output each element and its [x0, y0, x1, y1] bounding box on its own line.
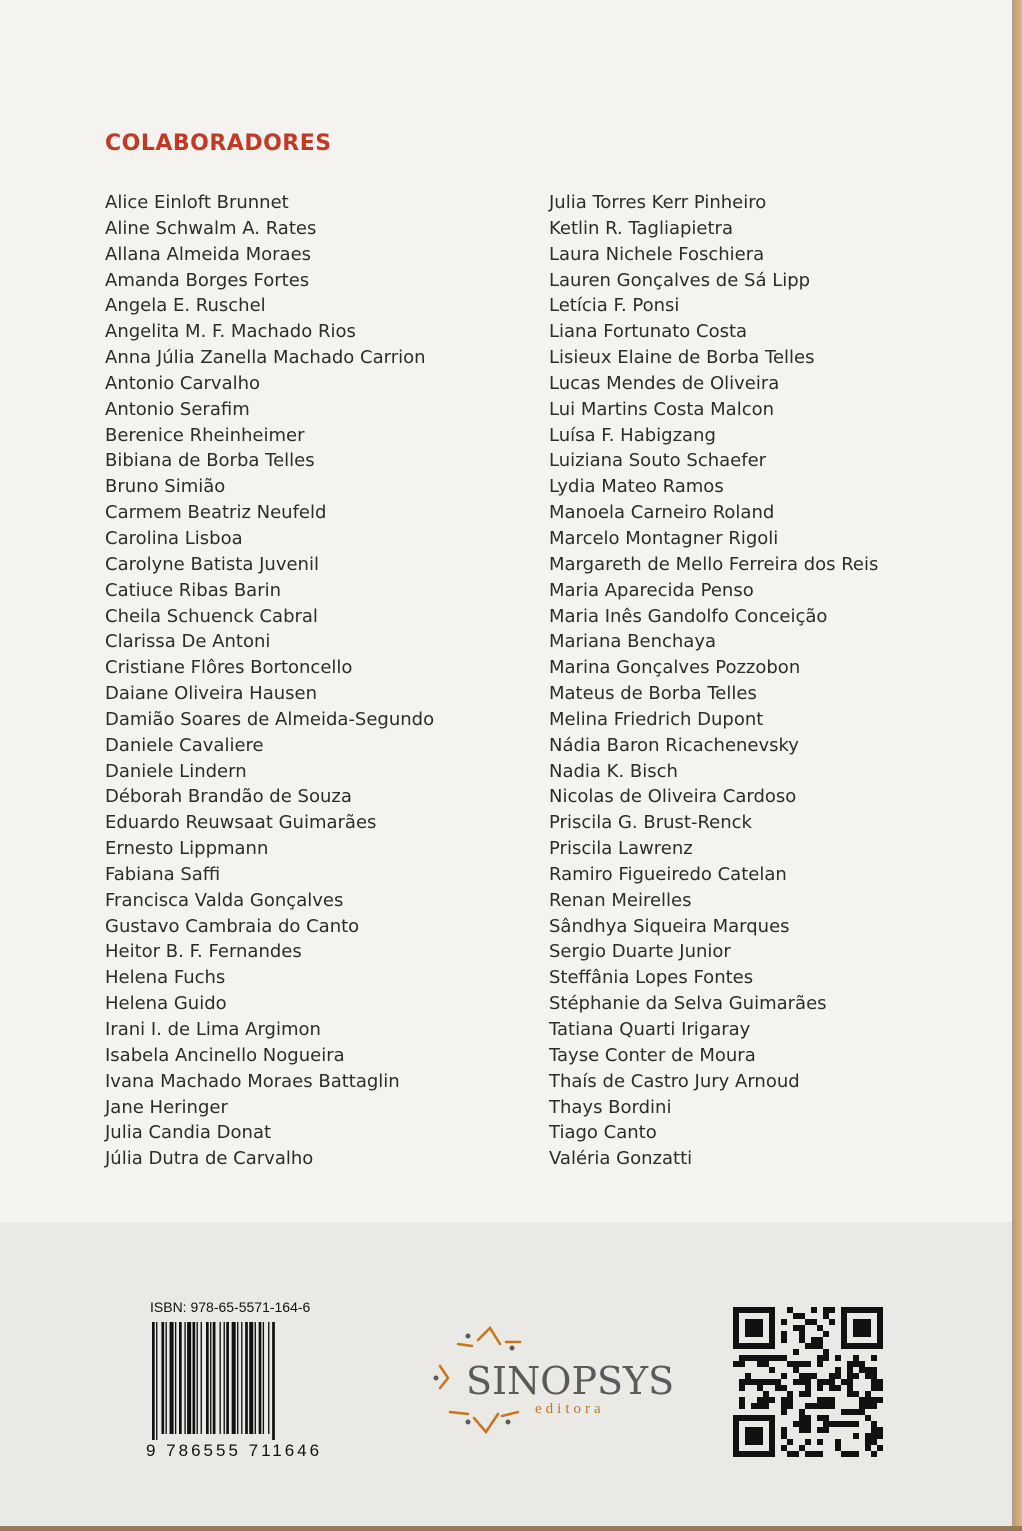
contributor-name: Irani I. de Lima Argimon: [105, 1019, 321, 1040]
contributor-name: Sergio Duarte Junior: [549, 941, 731, 963]
contributor-name: Lucas Mendes de Oliveira: [549, 372, 780, 394]
contributor-name: Bibiana de Borba Telles: [105, 450, 315, 472]
contributor-name: Angela E. Ruschel: [105, 295, 266, 317]
contributor-name: Tayse Conter de Moura: [549, 1044, 756, 1066]
contributor-name: Melina Friedrich Dupont: [549, 708, 764, 730]
contributor-name: Letícia F. Ponsi: [549, 295, 680, 317]
book-edge: [1012, 0, 1022, 1531]
contributor-name: Cheila Schuenck Cabral: [105, 605, 318, 627]
contributor-name: Jane Heringer: [105, 1096, 228, 1118]
contributor-name: Eduardo Reuwsaat Guimarães: [105, 812, 377, 834]
contributor-name: Allana Almeida Moraes: [105, 243, 312, 265]
contributor-name: Lauren Gonçalves de Sá Lipp: [549, 269, 811, 291]
contributor-name: Luísa F. Habigzang: [549, 424, 716, 446]
contributor-name: Catiuce Ribas Barin: [105, 579, 282, 601]
contributor-name: Manoela Carneiro Roland: [549, 502, 775, 524]
contributor-name: Ketlin R. Tagliapietra: [549, 217, 733, 239]
contributor-name: Mateus de Borba Telles: [549, 683, 757, 705]
contributor-name: Nadia K. Bisch: [549, 760, 678, 782]
barcode-digits: 9 786555 711646: [146, 1441, 323, 1460]
contributor-name: Carolina Lisboa: [105, 527, 243, 549]
contributor-name: Priscila G. Brust-Renck: [549, 812, 752, 834]
contributor-name: Helena Guido: [105, 993, 227, 1015]
contributor-name: Heitor B. F. Fernandes: [105, 941, 302, 963]
contributor-name: Lui Martins Costa Malcon: [549, 398, 775, 420]
contributor-name: Tatiana Quarti Irigaray: [549, 1019, 751, 1040]
contributor-name: Luiziana Souto Schaefer: [549, 450, 767, 472]
contributor-name: Marcelo Montagner Rigoli: [549, 527, 779, 549]
contributor-name: Damião Soares de Almeida-Segundo: [105, 708, 435, 730]
contributor-name: Angelita M. F. Machado Rios: [105, 321, 356, 343]
contributor-name: Helena Fuchs: [105, 967, 226, 989]
section-heading: COLABORADORES: [105, 131, 332, 156]
contributor-name: Isabela Ancinello Nogueira: [105, 1044, 345, 1066]
contributor-name: Lisieux Elaine de Borba Telles: [549, 347, 815, 369]
contributor-name: Nádia Baron Ricachenevsky: [549, 734, 799, 756]
contributors-list-left: [105, 190, 434, 1172]
contributor-name: Daiane Oliveira Hausen: [105, 683, 318, 705]
contributor-name: Margareth de Mello Ferreira dos Reis: [549, 553, 879, 575]
contributor-name: Anna Júlia Zanella Machado Carrion: [105, 347, 426, 369]
publisher-name: SINOPSYS: [466, 1359, 675, 1403]
contributor-name: Priscila Lawrenz: [549, 838, 693, 860]
contributor-name: Gustavo Cambraia do Canto: [105, 915, 360, 937]
contributor-name: Carolyne Batista Juvenil: [105, 553, 319, 575]
book-bottom-edge: [0, 1526, 1022, 1531]
contributor-name: Julia Torres Kerr Pinheiro: [549, 192, 767, 213]
contributor-name: Tiago Canto: [549, 1122, 657, 1144]
contributor-name: Cristiane Flôres Bortoncello: [105, 657, 353, 679]
publisher-subtitle: editora: [535, 1401, 605, 1417]
contributor-name: Maria Aparecida Penso: [549, 579, 754, 601]
qr-code-icon: [733, 1307, 883, 1457]
contributor-name: Déborah Brandão de Souza: [105, 786, 352, 808]
contributor-name: Bruno Simião: [105, 476, 226, 498]
contributor-name: Thaís de Castro Jury Arnoud: [549, 1070, 800, 1092]
contributor-name: Francisca Valda Gonçalves: [105, 889, 344, 911]
contributor-name: Carmem Beatriz Neufeld: [105, 502, 327, 524]
contributor-name: Mariana Benchaya: [549, 631, 717, 653]
contributor-name: Clarissa De Antoni: [105, 631, 271, 653]
contributors-list-right: [549, 190, 878, 1172]
isbn-label: ISBN: 978-65-5571-164-6: [150, 1299, 311, 1315]
contributor-name: Nicolas de Oliveira Cardoso: [549, 786, 797, 808]
contributor-name: Júlia Dutra de Carvalho: [105, 1148, 314, 1170]
contributor-name: Fabiana Saffi: [105, 863, 221, 885]
contributor-name: Ramiro Figueiredo Catelan: [549, 863, 787, 885]
contributor-name: Liana Fortunato Costa: [549, 321, 748, 343]
contributor-name: Stéphanie da Selva Guimarães: [549, 993, 827, 1015]
contributor-name: Daniele Lindern: [105, 760, 247, 782]
contributor-name: Maria Inês Gandolfo Conceição: [549, 605, 828, 627]
contributor-name: Valéria Gonzatti: [549, 1148, 693, 1170]
contributor-name: Laura Nichele Foschiera: [549, 243, 765, 265]
contributor-name: Lydia Mateo Ramos: [549, 476, 724, 498]
contributor-name: Antonio Carvalho: [105, 372, 261, 394]
contributor-name: Alice Einloft Brunnet: [105, 192, 289, 213]
contributor-name: Berenice Rheinheimer: [105, 424, 305, 446]
contributor-name: Ivana Machado Moraes Battaglin: [105, 1070, 400, 1092]
contributor-name: Julia Candia Donat: [105, 1122, 272, 1144]
contributor-name: Antonio Serafim: [105, 398, 250, 420]
contributor-name: Renan Meirelles: [549, 889, 692, 911]
contributor-name: Sândhya Siqueira Marques: [549, 915, 790, 937]
contributor-name: Daniele Cavaliere: [105, 734, 264, 756]
contributor-name: Amanda Borges Fortes: [105, 269, 310, 291]
barcode-icon: [150, 1322, 340, 1440]
contributor-name: Steffânia Lopes Fontes: [549, 967, 754, 989]
contributor-name: Thays Bordini: [549, 1096, 672, 1118]
contributor-name: Aline Schwalm A. Rates: [105, 217, 317, 239]
contributor-name: Marina Gonçalves Pozzobon: [549, 657, 801, 679]
contributor-name: Ernesto Lippmann: [105, 838, 269, 860]
